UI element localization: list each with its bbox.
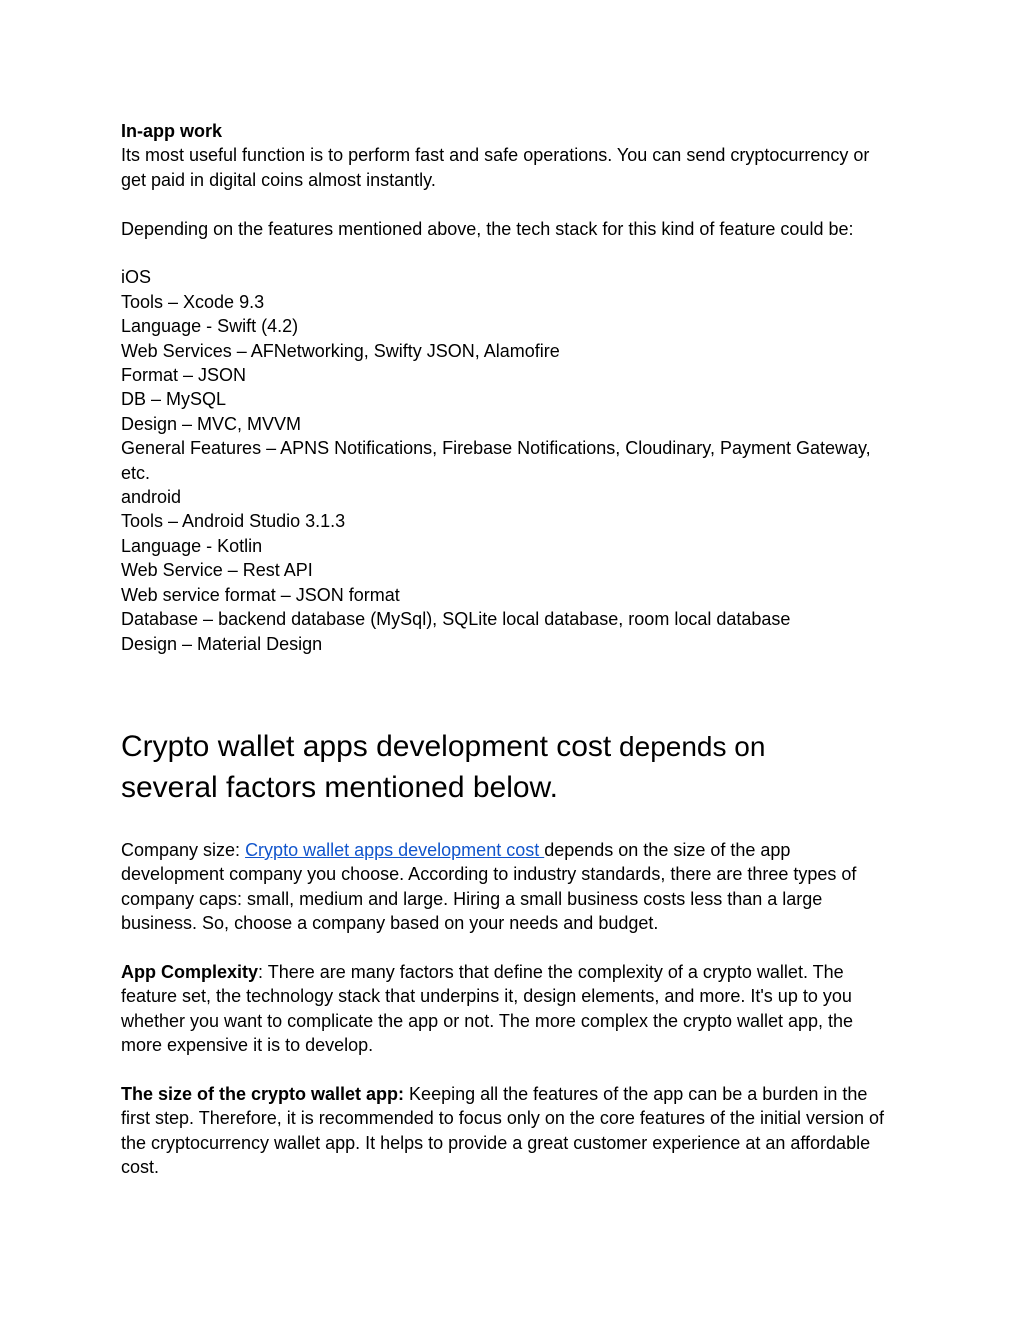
- app-size-paragraph: [121, 1082, 911, 1180]
- ios-item: DB – MySQL: [121, 389, 227, 410]
- in-app-body-line: get paid in digital coins almost instantly.: [121, 169, 436, 190]
- android-label: android: [121, 487, 182, 508]
- android-item: Design – Material Design: [121, 633, 323, 654]
- ios-item: Language - Swift (4.2): [121, 316, 299, 337]
- section-heading: [121, 726, 911, 808]
- ios-item: Web Services – AFNetworking, Swifty JSON, Alamofire: [121, 340, 560, 361]
- app-size-line: the cryptocurrency wallet app. It helps to provide a great customer experience at an affordable: [121, 1132, 871, 1153]
- company-size-text: depends on the size of the app: [544, 839, 791, 860]
- android-item: Web service format – JSON format: [121, 584, 400, 605]
- tech-stack-intro: Depending on the features mentioned above, the tech stack for this kind of feature could be:: [121, 218, 854, 239]
- spacer: [121, 241, 911, 265]
- spacer: [121, 808, 911, 838]
- company-size-paragraph: [121, 838, 911, 936]
- app-complexity-line: feature set, the technology stack that underpins it, design elements, and more. It's up to you: [121, 986, 852, 1007]
- spacer: [121, 192, 911, 216]
- in-app-body-line: Its most useful function is to perform fast and safe operations. You can send cryptocurrency or: [121, 145, 870, 166]
- ios-item: etc.: [121, 462, 151, 483]
- document-page: [121, 119, 911, 1180]
- android-item: Tools – Android Studio 3.1.3: [121, 511, 346, 532]
- app-size-line: cost.: [121, 1157, 160, 1178]
- heading-line2: several factors mentioned below.: [121, 770, 558, 804]
- spacer: [121, 936, 911, 960]
- company-size-line: company caps: small, medium and large. Hiring a small business costs less than a large: [121, 888, 823, 909]
- ios-item: General Features – APNS Notifications, Firebase Notifications, Cloudinary, Payment Gateway,: [121, 438, 871, 459]
- in-app-title: In-app work: [121, 121, 223, 141]
- heading-part2: depends on: [611, 730, 766, 762]
- app-complexity-text: : There are many factors that define the complexity of a crypto wallet. The: [258, 961, 844, 982]
- app-complexity-label: App Complexity: [121, 961, 259, 982]
- heading-part1: Crypto wallet apps development cost: [121, 729, 612, 763]
- crypto-wallet-cost-link[interactable]: Crypto wallet apps development cost: [245, 839, 545, 860]
- app-size-line: first step. Therefore, it is recommended to focus only on the core features of the initial version of: [121, 1108, 885, 1129]
- app-size-text: Keeping all the features of the app can be a burden in the: [404, 1083, 868, 1104]
- android-item: Web Service – Rest API: [121, 560, 313, 581]
- ios-item: Tools – Xcode 9.3: [121, 291, 265, 312]
- spacer: [121, 1058, 911, 1082]
- app-complexity-paragraph: [121, 960, 911, 1058]
- app-complexity-line: more expensive it is to develop.: [121, 1035, 374, 1056]
- company-size-line: development company you choose. According to industry standards, there are three types of: [121, 864, 857, 885]
- app-complexity-line: whether you want to complicate the app or not. The more complex the crypto wallet app, the: [121, 1010, 854, 1031]
- app-size-label: The size of the crypto wallet app:: [121, 1083, 405, 1104]
- company-size-label: Company size:: [121, 839, 246, 860]
- android-item: Language - Kotlin: [121, 535, 263, 556]
- ios-item: Format – JSON: [121, 365, 247, 386]
- ios-item: Design – MVC, MVVM: [121, 413, 302, 434]
- ios-label: iOS: [121, 267, 152, 288]
- android-item: Database – backend database (MySql), SQLite local database, room local database: [121, 609, 791, 630]
- company-size-line: business. So, choose a company based on your needs and budget.: [121, 913, 659, 934]
